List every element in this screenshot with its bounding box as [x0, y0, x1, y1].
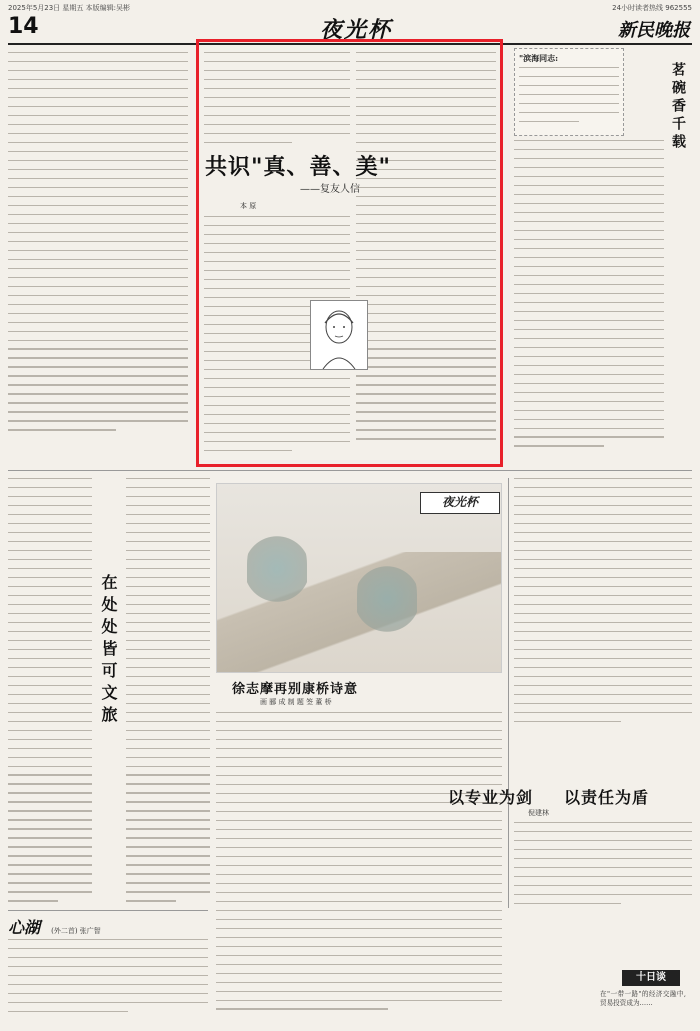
- feature-headline: 共识"真、善、美": [205, 155, 391, 180]
- feature-article-text-right: [356, 52, 496, 447]
- painting-credit: 画 郦 成 制 题 签 董 桥: [260, 698, 332, 706]
- poem-title: 心湖: [8, 918, 41, 937]
- left-article-text: [8, 52, 188, 438]
- lower-left-text: [8, 478, 92, 909]
- right-column-title: 茗碗香千载: [670, 62, 686, 152]
- lower-middle-text: [126, 478, 210, 909]
- vertical-calligraphy-title: 在处处皆可文旅: [99, 574, 118, 728]
- poem-subtitle: (外二首) 张广智: [51, 927, 101, 935]
- quote-box: [514, 48, 624, 136]
- article-under-painting: [216, 712, 502, 1017]
- portrait-illustration: [310, 300, 368, 370]
- quote-title: "滨海同志:: [519, 53, 559, 63]
- opinion-headline-1: 以专业为剑: [448, 788, 534, 807]
- feature-byline: ——复友人信: [300, 184, 360, 195]
- feature-author: 本 原: [240, 202, 257, 210]
- ten-day-label: 十日谈: [622, 970, 680, 986]
- contact-line: 24小时读者热线 962555: [612, 4, 692, 12]
- section-divider: [8, 470, 692, 471]
- feature-article-text-left: [204, 52, 350, 151]
- right-article-text: [514, 140, 664, 454]
- opinion-article-text: [514, 822, 692, 912]
- date-line: 2025年5月23日 星期五 本版编辑:吴彬: [8, 4, 130, 12]
- opinion-byline: 倪建林: [528, 809, 549, 817]
- right-lower-text: [514, 478, 692, 730]
- page-number: 14: [8, 14, 39, 39]
- tree-icon: [247, 524, 307, 614]
- opinion-headline-2: 以责任为盾: [564, 788, 650, 807]
- painting-caption: 徐志摩再别康桥诗意: [232, 682, 359, 697]
- column-divider: [508, 478, 509, 908]
- bottom-divider: [8, 910, 208, 911]
- tree-icon: [357, 554, 417, 644]
- newspaper-name: 新民晚报: [618, 20, 690, 41]
- poem-block: [8, 915, 218, 1023]
- section-title: 夜光杯: [320, 17, 393, 43]
- section-logo: 夜光杯: [420, 492, 500, 514]
- portrait-sketch-icon: [311, 301, 367, 369]
- ten-day-caption: 在"一带一路"的经济交融中,贸易投资成为……: [600, 990, 686, 1007]
